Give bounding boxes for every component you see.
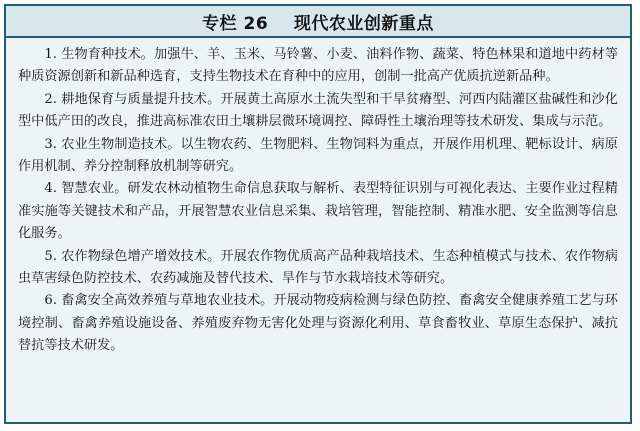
list-item: 1. 生物育种技术。加强牛、羊、玉米、马铃薯、小麦、油料作物、蔬菜、特色林果和道地中药材等种质资源创新和新品种选育，支持生物技术在育种中的应用，创制一批高产优质抗逆新品种。 — [18, 47, 618, 85]
list-item: 4. 智慧农业。研发农林动植物生命信息获取与解析、表型特征识别与可视化表达、主要作业过程精准实施等关键技术和产品，开展智慧农业信息采集、栽培管理，智能控制、精准水肥、安全监测等信息化服务。 — [18, 181, 618, 242]
list-item: 2. 耕地保育与质量提升技术。开展黄土高原水土流失型和干旱贫瘠型、河西内陆灌区盐碱性和沙化型中低产田的改良，推进高标准农田土壤耕层微环境调控、障碍性土壤治理等技术研发、集成与示范。 — [18, 91, 618, 130]
list-item: 3. 农业生物制造技术。以生物农药、生物肥料、生物饲料为重点，开展作用机理、靶标设计、病原作用机制、养分控制释放机制等研究。 — [18, 136, 618, 175]
box-title: 专栏 26 现代农业创新重点 — [202, 13, 434, 34]
feature-box — [4, 4, 632, 424]
box-content — [6, 38, 630, 358]
list-item: 6. 畜禽安全高效养殖与草地农业技术。开展动物疫病检测与绿色防控、畜禽安全健康养殖工艺与环境控制、畜禽养殖设施设备、养殖废弃物无害化处理与资源化利用、草食畜牧业、草原生态保护、减抗替抗等技术研发。 — [18, 293, 618, 354]
box-header — [6, 6, 630, 38]
list-item: 5. 农作物绿色增产增效技术。开展农作物优质高产品种栽培技术、生态种植模式与技术、农作物病虫草害绿色防控技术、农药减施及替代技术、旱作与节水栽培技术等研究。 — [18, 248, 618, 287]
